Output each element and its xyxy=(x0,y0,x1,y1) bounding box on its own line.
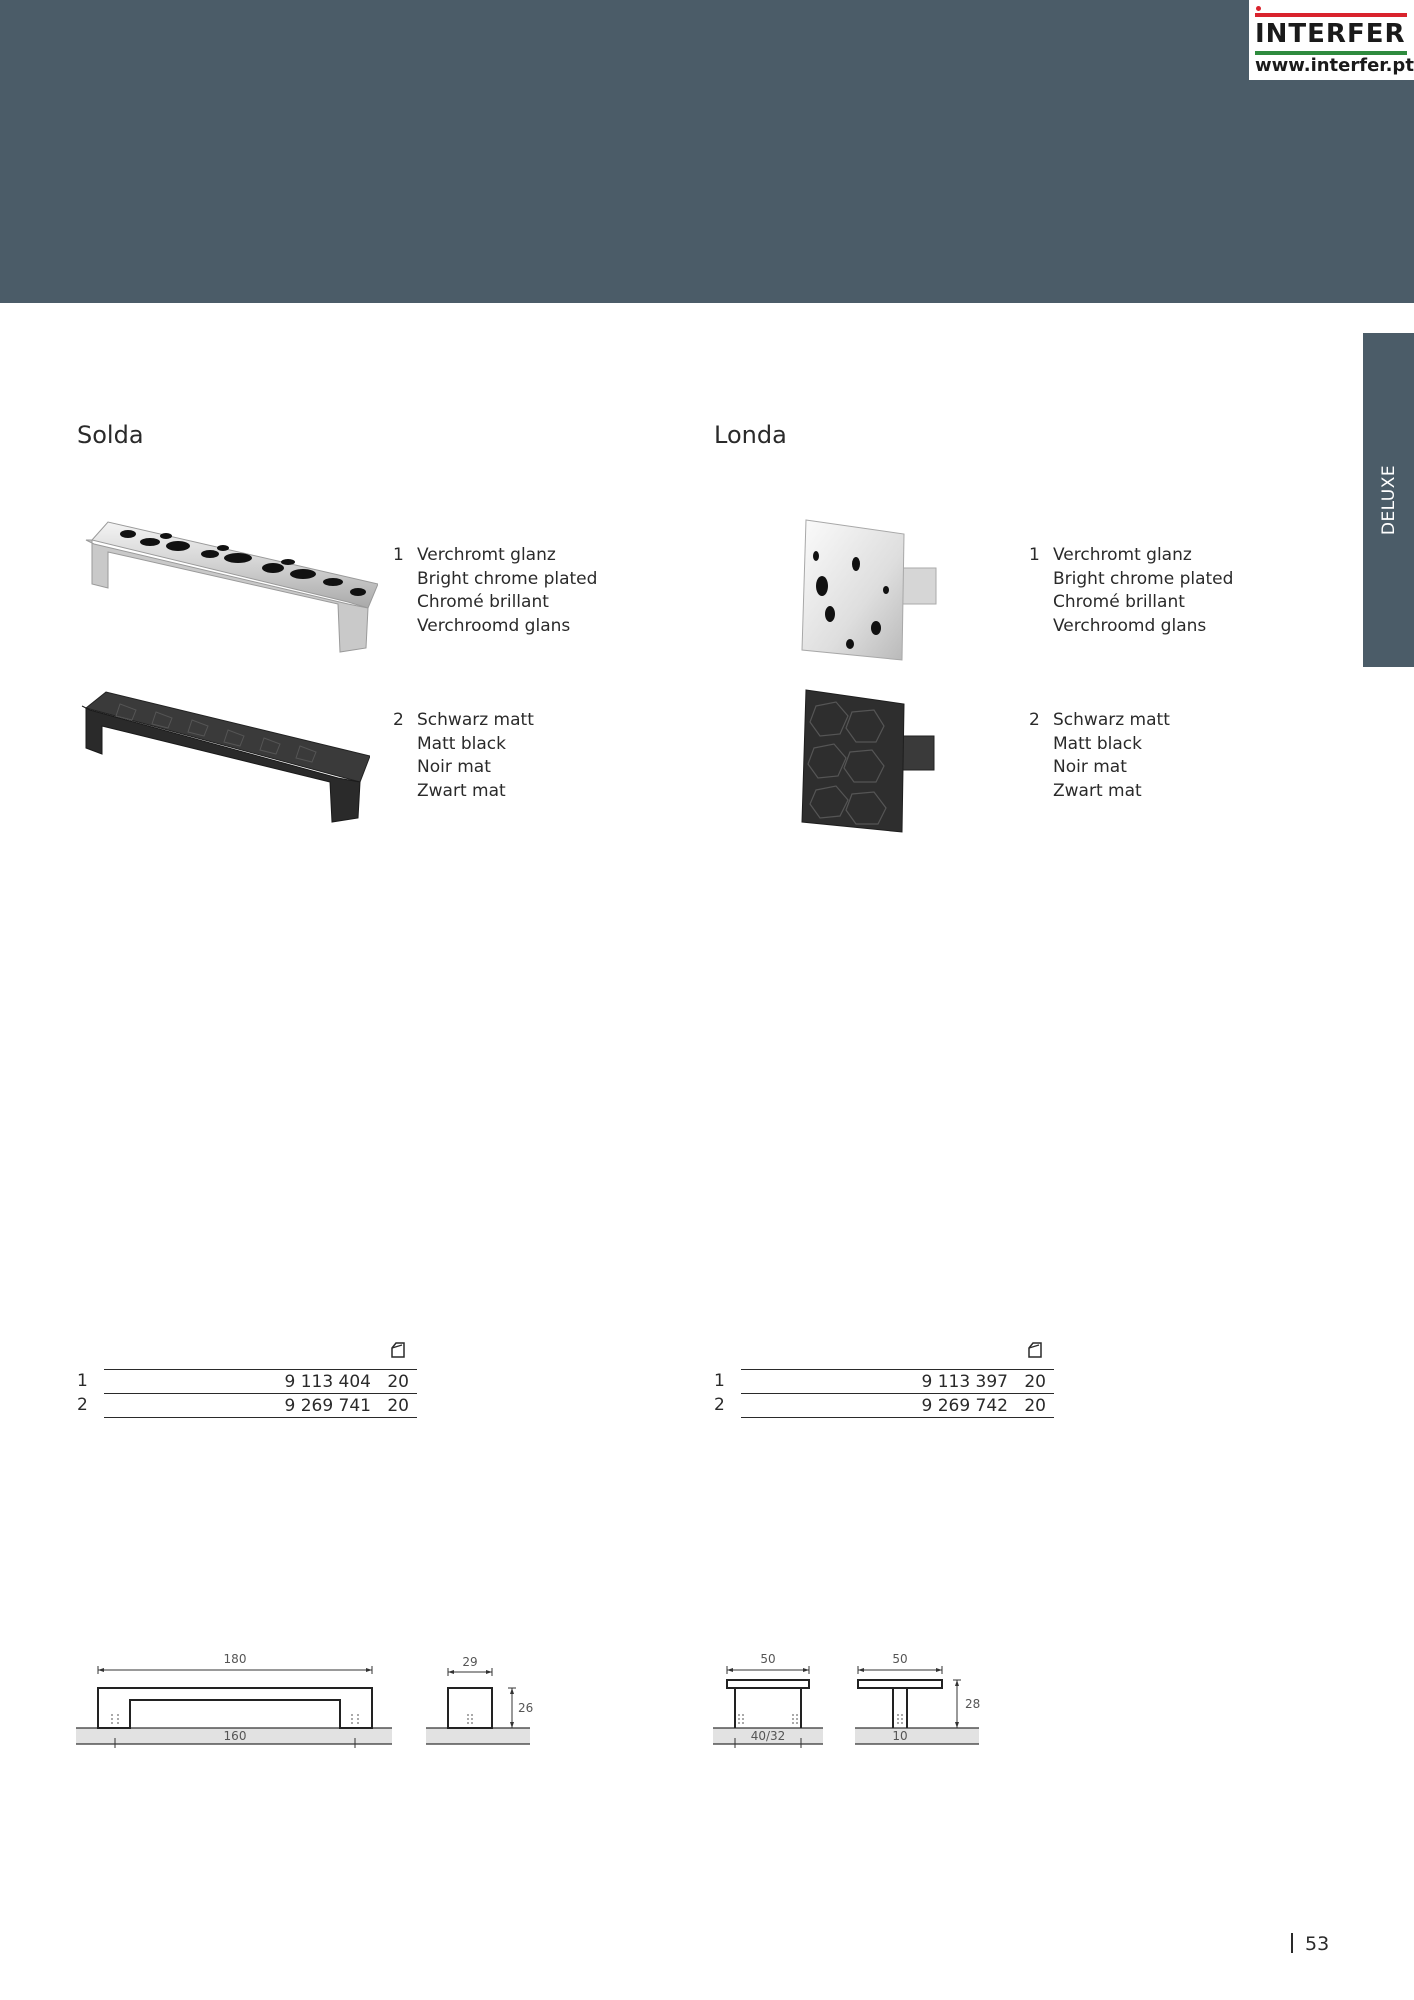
variant-label-de: Verchromt glanz xyxy=(417,545,556,565)
variant-number: 2 xyxy=(393,710,404,730)
variant-label-en: Bright chrome plated xyxy=(417,568,598,589)
solda-front-technical-drawing xyxy=(76,1650,396,1750)
pack-quantity: 20 xyxy=(387,1372,409,1392)
dim-length-label: 180 xyxy=(223,1652,247,1666)
solda-variant-2 xyxy=(393,709,534,803)
page-number-value: 53 xyxy=(1305,1933,1330,1955)
order-row-index: 1 xyxy=(714,1371,725,1391)
pack-quantity: 20 xyxy=(1024,1372,1046,1392)
logo-url-text: www.interfer.pt xyxy=(1255,55,1414,76)
variant-label-fr: Noir mat xyxy=(1053,757,1127,777)
variant-label-fr: Chromé brillant xyxy=(417,592,549,612)
logo-brand-text: INTERFER xyxy=(1255,19,1406,49)
dim-side-width-label: 50 xyxy=(892,1652,908,1666)
variant-label-fr: Noir mat xyxy=(417,757,491,777)
variant-label-de: Schwarz matt xyxy=(1053,710,1170,730)
package-quantity-icon xyxy=(390,1341,406,1359)
order-row xyxy=(77,1393,417,1417)
section-tab-label: DELUXE xyxy=(1378,464,1399,536)
londa-chrome-knob-image xyxy=(796,516,956,666)
package-quantity-icon xyxy=(1027,1341,1043,1359)
article-number: 9 113 404 xyxy=(284,1372,371,1392)
solda-variant-1 xyxy=(393,544,598,638)
order-row-index: 1 xyxy=(77,1371,88,1391)
article-number: 9 113 397 xyxy=(921,1372,1008,1392)
variant-label-nl: Zwart mat xyxy=(417,780,506,801)
variant-label-en: Bright chrome plated xyxy=(1053,568,1234,589)
dim-hole-spacing-label: 160 xyxy=(223,1729,247,1743)
article-number: 9 269 741 xyxy=(284,1396,371,1416)
variant-label-en: Matt black xyxy=(417,733,506,754)
dim-width-label: 29 xyxy=(462,1655,478,1669)
article-number: 9 269 742 xyxy=(921,1396,1008,1416)
variant-number: 1 xyxy=(1029,545,1040,565)
pack-quantity: 20 xyxy=(387,1396,409,1416)
dim-base-label: 40/32 xyxy=(750,1729,786,1743)
londa-variant-2 xyxy=(1029,709,1170,803)
page-number-bar xyxy=(1291,1933,1293,1953)
order-row-index: 2 xyxy=(714,1395,725,1415)
variant-label-nl: Zwart mat xyxy=(1053,780,1142,801)
londa-variant-1 xyxy=(1029,544,1234,638)
product-title-londa: Londa xyxy=(714,421,787,449)
londa-order-table xyxy=(714,1369,1054,1417)
table-bottom-rule xyxy=(104,1417,417,1418)
variant-label-nl: Verchroomd glans xyxy=(1053,615,1207,636)
section-tab[interactable] xyxy=(1363,333,1414,667)
solda-side-technical-drawing xyxy=(426,1650,536,1750)
order-row xyxy=(714,1369,1054,1393)
dim-height-label: 28 xyxy=(965,1697,981,1711)
dim-front-width-label: 50 xyxy=(760,1652,776,1666)
dim-height-label: 26 xyxy=(518,1701,534,1715)
variant-number: 2 xyxy=(1029,710,1040,730)
variant-label-fr: Chromé brillant xyxy=(1053,592,1185,612)
logo-dot xyxy=(1256,6,1261,11)
pack-quantity: 20 xyxy=(1024,1396,1046,1416)
londa-side-technical-drawing xyxy=(855,1648,985,1752)
order-row xyxy=(714,1393,1054,1417)
order-row-index: 2 xyxy=(77,1395,88,1415)
table-bottom-rule xyxy=(741,1417,1054,1418)
page-number xyxy=(1291,1933,1329,1955)
londa-front-technical-drawing xyxy=(713,1648,828,1752)
order-row xyxy=(77,1369,417,1393)
product-title-solda: Solda xyxy=(77,421,144,449)
dim-stem-label: 10 xyxy=(892,1729,908,1743)
variant-number: 1 xyxy=(393,545,404,565)
variant-label-de: Schwarz matt xyxy=(417,710,534,730)
interfer-logo[interactable] xyxy=(1249,0,1414,80)
variant-label-nl: Verchroomd glans xyxy=(417,615,571,636)
variant-label-de: Verchromt glanz xyxy=(1053,545,1192,565)
solda-order-table xyxy=(77,1369,417,1417)
header-band xyxy=(0,0,1414,303)
londa-black-knob-image xyxy=(796,686,956,836)
solda-chrome-handle-image xyxy=(78,512,378,668)
variant-label-en: Matt black xyxy=(1053,733,1142,754)
solda-black-handle-image xyxy=(80,686,370,826)
